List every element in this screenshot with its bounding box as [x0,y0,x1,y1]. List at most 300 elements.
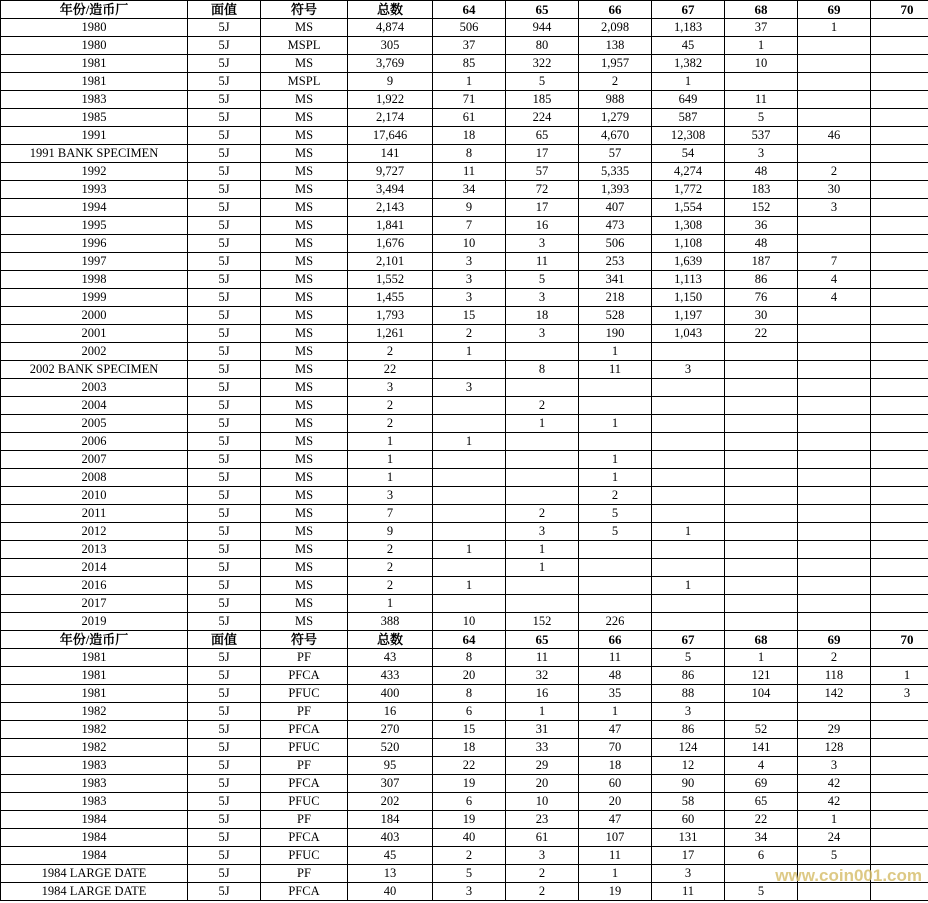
cell-grade: 1 [579,415,652,433]
cell-grade [433,559,506,577]
cell-denomination: 5J [188,433,261,451]
cell-symbol: MS [261,109,348,127]
cell-grade [798,235,871,253]
cell-grade: 6 [433,703,506,721]
cell-grade [798,325,871,343]
cell-grade: 60 [652,811,725,829]
cell-denomination: 5J [188,865,261,883]
cell-grade [506,451,579,469]
cell-total: 3,494 [348,181,433,199]
cell-denomination: 5J [188,829,261,847]
cell-grade [871,73,928,91]
cell-grade [506,469,579,487]
cell-grade: 1 [871,667,928,685]
column-header: 年份/造币厂 [1,631,188,649]
cell-denomination: 5J [188,505,261,523]
cell-year: 2014 [1,559,188,577]
cell-year: 1984 [1,829,188,847]
table-row [1,793,928,811]
cell-grade [871,343,928,361]
cell-symbol: MS [261,613,348,631]
cell-grade [433,469,506,487]
cell-symbol: PF [261,865,348,883]
cell-grade: 1,554 [652,199,725,217]
table-row [1,883,928,901]
cell-grade [725,433,798,451]
cell-grade [798,865,871,883]
table-row [1,19,928,37]
cell-grade [798,415,871,433]
cell-grade [798,397,871,415]
cell-grade [871,55,928,73]
cell-grade: 3 [871,685,928,703]
cell-symbol: MS [261,271,348,289]
cell-grade: 5 [433,865,506,883]
cell-grade [798,217,871,235]
cell-grade [506,577,579,595]
cell-grade [798,109,871,127]
cell-grade: 4,274 [652,163,725,181]
cell-grade [798,883,871,901]
cell-total: 4,874 [348,19,433,37]
cell-grade: 18 [579,757,652,775]
cell-grade: 22 [433,757,506,775]
table-row [1,109,928,127]
cell-year: 2019 [1,613,188,631]
cell-grade [652,343,725,361]
cell-total: 2,174 [348,109,433,127]
cell-symbol: PF [261,757,348,775]
table-row [1,649,928,667]
cell-grade: 3 [725,145,798,163]
cell-denomination: 5J [188,703,261,721]
cell-denomination: 5J [188,361,261,379]
table-row [1,523,928,541]
cell-grade: 1 [506,415,579,433]
cell-year: 1994 [1,199,188,217]
cell-grade [652,415,725,433]
cell-grade: 5 [579,505,652,523]
table-row [1,397,928,415]
cell-grade [725,703,798,721]
cell-grade [871,757,928,775]
cell-total: 3,769 [348,55,433,73]
cell-grade [433,361,506,379]
cell-denomination: 5J [188,613,261,631]
cell-grade: 5 [725,883,798,901]
cell-symbol: MS [261,433,348,451]
cell-symbol: PF [261,811,348,829]
cell-year: 1995 [1,217,188,235]
table-row [1,451,928,469]
cell-grade [798,37,871,55]
cell-grade [871,37,928,55]
cell-grade: 20 [506,775,579,793]
cell-year: 1983 [1,775,188,793]
cell-symbol: MS [261,361,348,379]
cell-grade: 1 [433,577,506,595]
cell-grade: 76 [725,289,798,307]
column-header: 64 [433,631,506,649]
table-row [1,217,928,235]
cell-grade: 1,772 [652,181,725,199]
table-row [1,343,928,361]
cell-grade: 17 [506,199,579,217]
cell-grade: 1,393 [579,181,652,199]
cell-grade: 3 [506,325,579,343]
cell-grade: 1 [652,523,725,541]
cell-grade: 142 [798,685,871,703]
cell-symbol: PFUC [261,739,348,757]
cell-grade [871,649,928,667]
cell-grade: 2 [433,847,506,865]
cell-grade: 7 [798,253,871,271]
cell-grade: 46 [798,127,871,145]
cell-denomination: 5J [188,217,261,235]
cell-grade: 11 [579,649,652,667]
table-row [1,811,928,829]
cell-denomination: 5J [188,37,261,55]
cell-grade: 988 [579,91,652,109]
cell-total: 2,143 [348,199,433,217]
cell-denomination: 5J [188,379,261,397]
column-header: 总数 [348,1,433,19]
cell-grade [871,271,928,289]
cell-grade: 128 [798,739,871,757]
cell-year: 2001 [1,325,188,343]
table-row [1,199,928,217]
cell-total: 1,261 [348,325,433,343]
cell-grade: 19 [579,883,652,901]
cell-grade [798,505,871,523]
cell-symbol: MS [261,577,348,595]
cell-grade: 70 [579,739,652,757]
cell-grade [871,361,928,379]
cell-denomination: 5J [188,883,261,901]
cell-grade [871,811,928,829]
cell-grade: 1 [652,577,725,595]
cell-year: 1981 [1,73,188,91]
table-row [1,235,928,253]
cell-grade [506,379,579,397]
cell-grade [725,577,798,595]
column-header: 65 [506,631,579,649]
cell-grade [871,541,928,559]
cell-grade: 1,183 [652,19,725,37]
cell-grade [506,487,579,505]
cell-symbol: MS [261,217,348,235]
cell-grade [798,91,871,109]
cell-grade: 10 [433,613,506,631]
cell-grade [871,577,928,595]
cell-symbol: MS [261,505,348,523]
cell-grade: 6 [725,847,798,865]
cell-total: 1,455 [348,289,433,307]
cell-grade [506,433,579,451]
cell-grade: 47 [579,721,652,739]
cell-year: 1984 [1,811,188,829]
cell-grade [579,433,652,451]
cell-grade: 506 [433,19,506,37]
cell-grade [798,559,871,577]
cell-grade: 2 [506,505,579,523]
cell-grade: 152 [506,613,579,631]
cell-grade: 12 [652,757,725,775]
cell-grade: 528 [579,307,652,325]
cell-symbol: MS [261,145,348,163]
cell-denomination: 5J [188,685,261,703]
cell-grade: 3 [506,523,579,541]
cell-denomination: 5J [188,271,261,289]
column-header: 70 [871,1,928,19]
cell-symbol: PFCA [261,883,348,901]
cell-grade: 183 [725,181,798,199]
cell-grade: 9 [433,199,506,217]
cell-denomination: 5J [188,199,261,217]
table-row [1,559,928,577]
cell-grade [725,469,798,487]
table-row [1,865,928,883]
cell-year: 1983 [1,91,188,109]
cell-grade: 8 [433,685,506,703]
cell-grade [725,613,798,631]
cell-grade: 47 [579,811,652,829]
column-header: 66 [579,1,652,19]
cell-total: 307 [348,775,433,793]
cell-grade: 19 [433,775,506,793]
cell-grade: 42 [798,775,871,793]
column-header: 69 [798,631,871,649]
table-row [1,73,928,91]
cell-grade: 10 [506,793,579,811]
cell-symbol: MS [261,289,348,307]
cell-grade [798,433,871,451]
cell-grade [725,559,798,577]
cell-grade: 11 [506,649,579,667]
cell-grade [506,343,579,361]
cell-denomination: 5J [188,73,261,91]
cell-grade: 58 [652,793,725,811]
cell-grade: 473 [579,217,652,235]
cell-grade: 1 [506,541,579,559]
cell-grade: 141 [725,739,798,757]
cell-grade: 1 [725,37,798,55]
table-row [1,325,928,343]
cell-grade [433,523,506,541]
cell-year: 1998 [1,271,188,289]
cell-grade [798,55,871,73]
cell-total: 9 [348,523,433,541]
cell-grade [725,397,798,415]
cell-grade: 1,957 [579,55,652,73]
cell-grade: 121 [725,667,798,685]
cell-grade: 24 [798,829,871,847]
cell-grade [725,505,798,523]
cell-grade [871,127,928,145]
cell-denomination: 5J [188,55,261,73]
table-row [1,847,928,865]
table-row [1,595,928,613]
cell-symbol: MSPL [261,37,348,55]
cell-grade [798,379,871,397]
cell-grade [725,541,798,559]
cell-grade [579,595,652,613]
cell-grade [433,505,506,523]
cell-grade: 537 [725,127,798,145]
cell-grade: 57 [506,163,579,181]
cell-grade: 8 [433,649,506,667]
cell-grade: 506 [579,235,652,253]
cell-grade: 20 [433,667,506,685]
table-row [1,145,928,163]
cell-grade: 1 [433,73,506,91]
cell-grade [871,523,928,541]
table-row [1,505,928,523]
cell-grade: 587 [652,109,725,127]
cell-year: 1991 [1,127,188,145]
cell-grade: 36 [725,217,798,235]
cell-grade: 2 [506,883,579,901]
cell-grade [652,469,725,487]
cell-grade: 18 [433,739,506,757]
cell-grade: 3 [506,289,579,307]
cell-year: 2011 [1,505,188,523]
cell-grade [798,523,871,541]
cell-total: 1 [348,595,433,613]
cell-grade [725,73,798,91]
cell-year: 2008 [1,469,188,487]
cell-grade [871,235,928,253]
cell-grade: 61 [433,109,506,127]
cell-symbol: PFUC [261,847,348,865]
cell-total: 400 [348,685,433,703]
cell-symbol: MS [261,253,348,271]
cell-grade: 1 [433,343,506,361]
cell-grade [652,487,725,505]
cell-grade [798,73,871,91]
cell-grade [798,145,871,163]
cell-grade: 6 [433,793,506,811]
cell-grade: 40 [433,829,506,847]
cell-grade [871,469,928,487]
cell-symbol: PFCA [261,667,348,685]
cell-total: 184 [348,811,433,829]
cell-grade: 2 [579,73,652,91]
cell-grade [871,883,928,901]
cell-grade: 3 [433,253,506,271]
cell-symbol: MS [261,595,348,613]
cell-grade: 5 [652,649,725,667]
cell-grade: 3 [433,379,506,397]
cell-year: 2010 [1,487,188,505]
cell-total: 95 [348,757,433,775]
table-row [1,127,928,145]
cell-total: 17,646 [348,127,433,145]
cell-denomination: 5J [188,163,261,181]
cell-grade [871,847,928,865]
table-row [1,181,928,199]
cell-total: 1,922 [348,91,433,109]
table-row [1,685,928,703]
cell-grade [871,721,928,739]
cell-year: 2004 [1,397,188,415]
cell-grade: 11 [506,253,579,271]
table-row [1,253,928,271]
cell-grade: 3 [652,865,725,883]
cell-grade: 23 [506,811,579,829]
cell-grade: 7 [433,217,506,235]
cell-total: 2,101 [348,253,433,271]
cell-grade [798,577,871,595]
cell-grade: 29 [506,757,579,775]
cell-grade: 152 [725,199,798,217]
cell-grade: 1 [579,703,652,721]
cell-year: 1981 [1,55,188,73]
cell-year: 1999 [1,289,188,307]
cell-grade: 80 [506,37,579,55]
cell-grade: 72 [506,181,579,199]
cell-grade [652,505,725,523]
table-row [1,55,928,73]
cell-symbol: MS [261,235,348,253]
cell-total: 2 [348,397,433,415]
watermark-text: www.coin001.com [775,866,922,885]
cell-denomination: 5J [188,109,261,127]
cell-total: 2 [348,415,433,433]
cell-grade: 1 [725,649,798,667]
cell-denomination: 5J [188,343,261,361]
cell-grade: 30 [798,181,871,199]
cell-grade: 85 [433,55,506,73]
cell-total: 1,676 [348,235,433,253]
column-header: 69 [798,1,871,19]
cell-grade [433,415,506,433]
cell-grade: 57 [579,145,652,163]
cell-symbol: MS [261,91,348,109]
cell-symbol: MS [261,379,348,397]
cell-grade: 3 [506,847,579,865]
cell-symbol: MS [261,163,348,181]
cell-grade: 1 [506,559,579,577]
cell-grade: 8 [433,145,506,163]
cell-grade: 22 [725,325,798,343]
table-row [1,379,928,397]
cell-grade: 322 [506,55,579,73]
cell-total: 2 [348,343,433,361]
cell-grade: 118 [798,667,871,685]
cell-grade [725,595,798,613]
cell-symbol: MS [261,127,348,145]
cell-denomination: 5J [188,847,261,865]
cell-year: 1983 [1,793,188,811]
cell-total: 520 [348,739,433,757]
cell-grade: 2 [506,865,579,883]
cell-grade [798,595,871,613]
cell-year: 2002 BANK SPECIMEN [1,361,188,379]
cell-symbol: MS [261,397,348,415]
cell-grade [725,487,798,505]
cell-grade: 1,382 [652,55,725,73]
cell-grade: 4 [725,757,798,775]
cell-denomination: 5J [188,145,261,163]
cell-total: 3 [348,379,433,397]
table-row [1,613,928,631]
cell-symbol: MS [261,415,348,433]
cell-denomination: 5J [188,775,261,793]
cell-grade [579,577,652,595]
cell-total: 1 [348,451,433,469]
cell-grade: 253 [579,253,652,271]
